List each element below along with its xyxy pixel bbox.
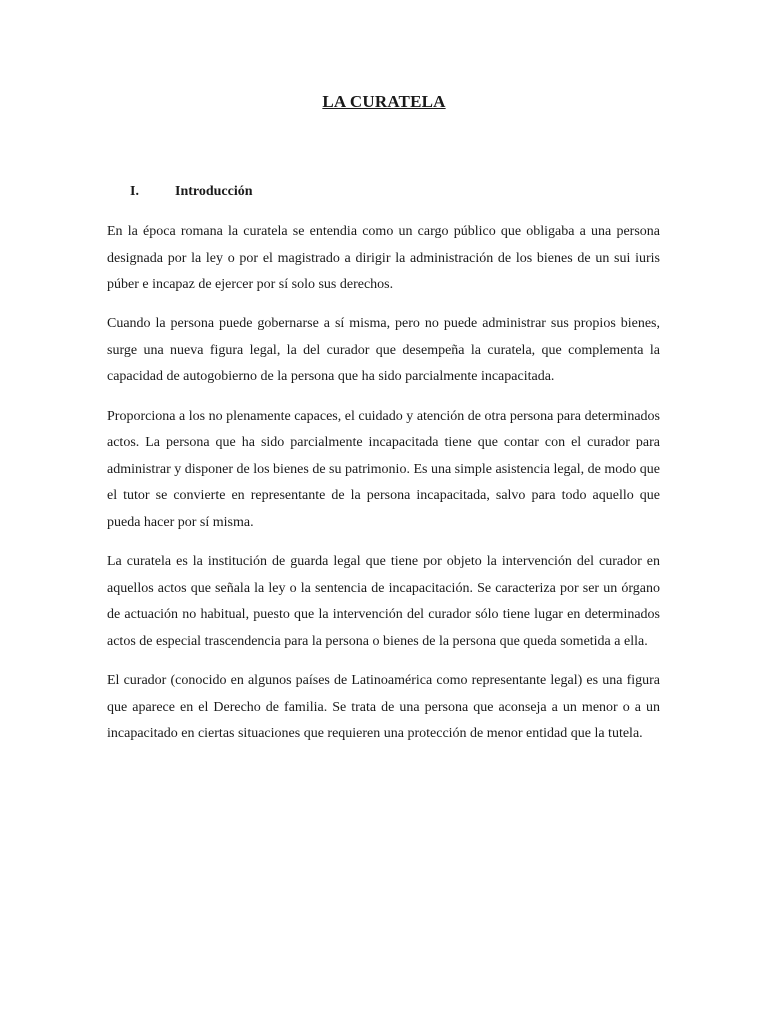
section-heading [130, 184, 253, 200]
paragraph: El curador (conocido en algunos países de Latinoamérica como representante legal) es una figura que aparece en el Derecho de familia. Se trata de una persona que aconseja a un menor o a un incapacitado en ciertas situaciones que requieren una protección de menor entidad que la tutela. [107, 672, 660, 742]
paragraph: Proporciona a los no plenamente capaces, el cuidado y atención de otra persona para determinados actos. La persona que ha sido parcialmente incapacitada tiene que contar con el curador para administrar y disponer de los bienes de su patrimonio. Es una simple asistencia legal, de modo que el tutor se convierte en representante de la persona incapacitada, salvo para todo aquello que pueda hacer por sí misma. [107, 408, 660, 530]
paragraph: La curatela es la institución de guarda legal que tiene por objeto la intervención del curador en aquellos actos que señala la ley o la sentencia de incapacitación. Se caracteriza por ser un órgano de actuación no habitual, puesto que la intervención del curador sólo tiene lugar en determinados actos de especial trascendencia para la persona o bienes de la persona que queda sometida a ella. [107, 554, 660, 649]
body-text [107, 219, 660, 760]
paragraph: Cuando la persona puede gobernarse a sí misma, pero no puede administrar sus propios bienes, surge una nueva figura legal, la del curador que desempeña la curatela, que complementa la capacidad de autogobierno de la persona que ha sido parcialmente incapacitada. [107, 316, 660, 385]
document-title: LA CURATELA [322, 92, 446, 111]
section-title: Introducción [175, 184, 253, 199]
section-number: I. [130, 184, 139, 199]
paragraph: En la época romana la curatela se entendia como un cargo público que obligaba a una persona designada por la ley o por el magistrado a dirigir la administración de los bienes de un sui iuris púber e incapaz de ejercer por sí solo sus derechos. [107, 224, 660, 293]
